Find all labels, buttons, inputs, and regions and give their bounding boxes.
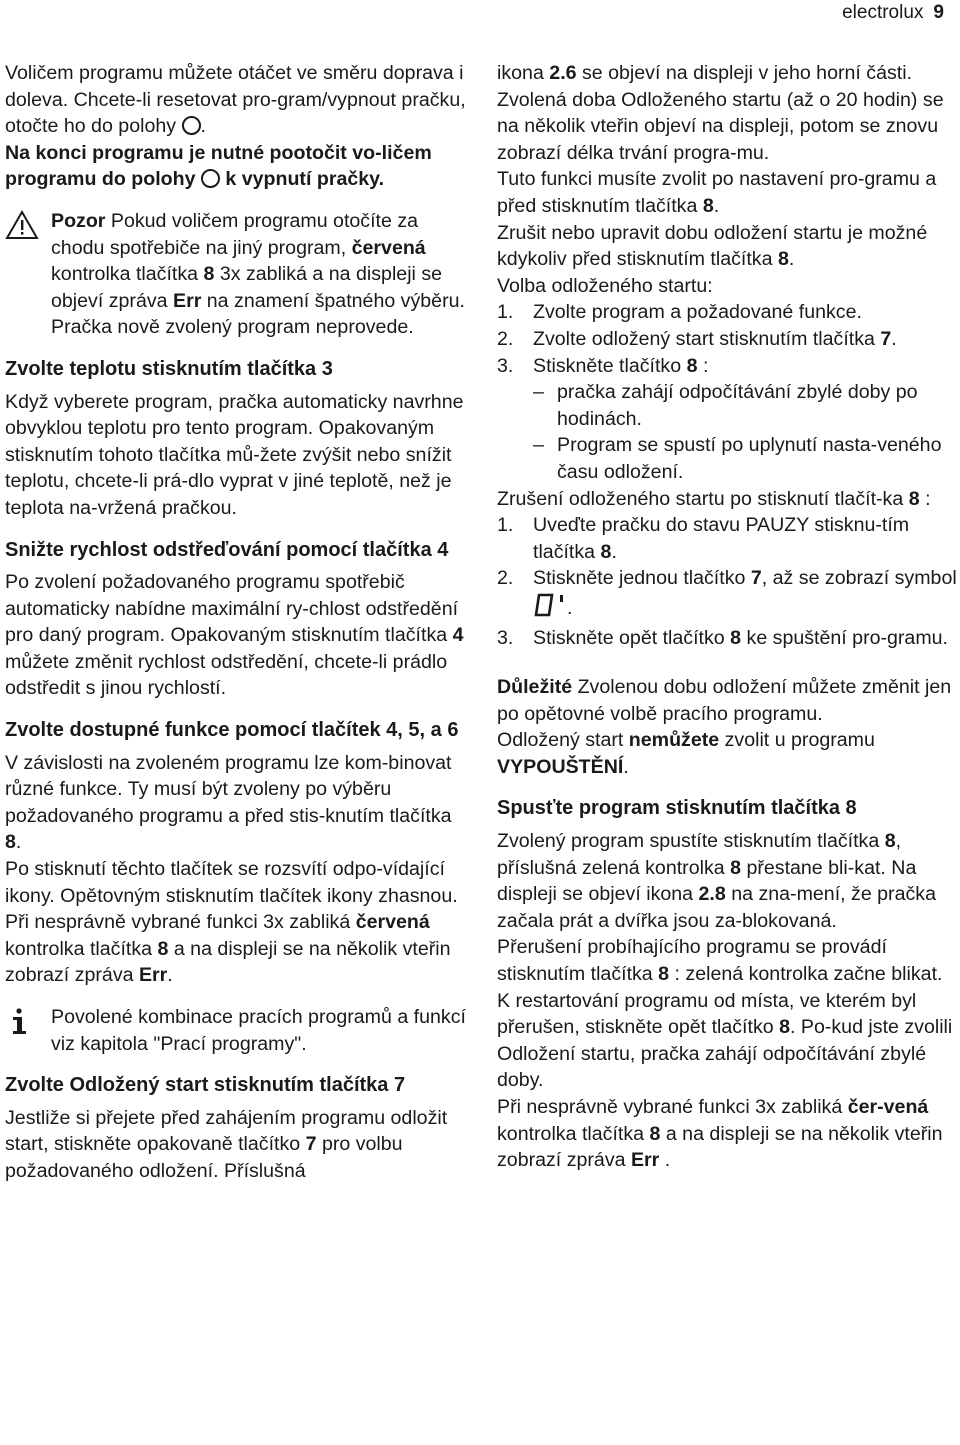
- heading-functions: Zvolte dostupné funkce pomocí tlačítek 4, 5, a 6: [5, 719, 459, 742]
- paragraph-delay: Jestliže si přejete před zahájením programu odložit start, stiskněte opakovaně tlačítko 7 pro volbu požadovaného odložení. Příslušná: [5, 1106, 448, 1182]
- off-position-icon: [182, 116, 201, 135]
- list-item: 1. Zvolte program a požadované funkce.: [497, 301, 862, 324]
- paragraph-reset: Voličem programu můžete otáčet ve směru doprava i doleva. Chcete-li resetovat pro-gram/vypnout pračku, otočte ho do polohy .: [5, 62, 466, 138]
- cancel-steps: [497, 512, 960, 652]
- paragraph-functions-2: Po stisknutí těchto tlačítek se rozsvítí odpo-vídající ikony. Opětovným stisknutím tlačítek ikony zhasnou. Při nesprávně vybrané funkci 3x zabliká červená kontrolka tlačítka 8 a na displeji se na několik vteřin zobrazí zpráva Err.: [5, 858, 458, 987]
- paragraph-spin: Po zvolení požadovaného programu spotřebič automaticky nabídne maximální ry-chlost odstředění pro daný program. Opakovaným stisknutím tlačítka 4 můžete změnit rychlost odstředění, chcete-li prádlo odstředit s jinou rychlostí.: [5, 571, 464, 700]
- list-item: 1. Uveďte pračku do stavu PAUZY stisknu-tím tlačítka 8.: [497, 514, 910, 563]
- brand-name: electrolux: [842, 2, 924, 23]
- info-icon: [5, 1006, 35, 1044]
- paragraph-delay-when: Tuto funkci musíte zvolit po nastavení pro-gramu a před stisknutím tlačítka 8.: [497, 168, 937, 217]
- paragraph-pause: Přerušení probíhajícího programu se provádí stisknutím tlačítka 8 : zelená kontrolka začne blikat.: [497, 936, 943, 985]
- list-item: – pračka zahájí odpočítávání zbylé doby po hodinách.: [533, 381, 918, 430]
- zero-display-icon: [533, 592, 567, 626]
- list-item: 2. Zvolte odložený start stisknutím tlačítka 7.: [497, 327, 897, 350]
- paragraph-restart: K restartování programu od místa, ve kterém byl přerušen, stiskněte opět tlačítko 8. Po-kud jste zvolili Odložení startu, pračka zahájí odpočítávání zbylé doby.: [497, 989, 953, 1092]
- list-item: 3. Stiskněte opět tlačítko 8 ke spuštění pro-gramu.: [497, 627, 948, 650]
- list-item: 2. Stiskněte jednou tlačítko 7, až se zobrazí symbol .: [497, 565, 960, 625]
- paragraph-important-2: Odložený start nemůžete zvolit u programu VYPOUŠTĚNÍ.: [497, 729, 875, 778]
- paragraph-delay-cancel: Zrušit nebo upravit dobu odložení startu je možné kdykoliv před stisknutím tlačítka 8.: [497, 221, 928, 271]
- page-number: 9: [933, 2, 944, 23]
- right-column: [497, 60, 960, 1174]
- delay-steps: [497, 299, 960, 485]
- info-note: Povolené kombinace pracích programů a funkcí viz kapitola "Prací programy".: [5, 1004, 467, 1057]
- off-position-icon: [201, 169, 220, 188]
- warning-icon: [5, 210, 39, 248]
- heading-delay: Zvolte Odložený start stisknutím tlačítka 7: [5, 1074, 406, 1097]
- paragraph-cancel-delay: Zrušení odloženého startu po stisknutí tlačít-ka 8 :: [497, 487, 931, 510]
- paragraph-delay-duration: Zvolená doba Odloženého startu (až o 20 hodin) se na několik vteřin objeví na displeji, potom se znovu zobrazí délka trvání progra-mu.: [497, 88, 944, 164]
- list-item: 3. Stiskněte tlačítko 8 : – pračka zahájí odpočítávání zbylé doby po hodinách. – Program se spustí po uplynutí nasta-veného času odložení.: [497, 353, 960, 486]
- paragraph-delay-icon: ikona 2.6 se objeví na displeji v jeho horní části.: [497, 62, 913, 84]
- list-item: – Program se spustí po uplynutí nasta-veného času odložení.: [533, 434, 942, 483]
- paragraph-wrong-function: Při nesprávně vybrané funkci 3x zabliká čer-vená kontrolka tlačítka 8 a na displeji se na několik vteřin zobrazí zpráva Err .: [497, 1095, 943, 1172]
- delay-substeps: [533, 379, 960, 485]
- left-column: [5, 60, 467, 1185]
- paragraph-temperature: Když vyberete program, pračka automaticky navrhne obvyklou teplotu pro tento program. Opakovaným stisknutím tohoto tlačítka mů-žete zvýšit nebo snížit teplotu, chcete-li prá-dlo vyprat v jiné teplotě, než je teplota na-vržená pračkou.: [5, 390, 464, 519]
- paragraph-delay-choice: Volba odloženého startu:: [497, 274, 713, 297]
- heading-temperature: Zvolte teplotu stisknutím tlačítka 3: [5, 357, 333, 380]
- heading-start: Spusťte program stisknutím tlačítka 8: [497, 797, 857, 820]
- warning-note: Pozor Pokud voličem programu otočíte za chodu spotřebiče na jiný program, červená kontrolka tlačítka 8 3x zabliká a na displeji se objeví zpráva Err na znamení špatného výběru. Pračka nově zvolený program neprovede.: [5, 208, 467, 341]
- heading-spin: Snižte rychlost odstřeďování pomocí tlačítka 4: [5, 538, 449, 561]
- paragraph-functions-1: V závislosti na zvoleném programu lze kom-binovat různé funkce. Ty musí být zvoleny po výběru požadovaného programu a před stis-knutím tlačítka 8.: [5, 751, 452, 854]
- page-header: [842, 2, 944, 24]
- paragraph-end-program: Na konci programu je nutné pootočit vo-ličem programu do polohy k vypnutí pračky.: [5, 141, 432, 191]
- paragraph-important: Důležité Zvolenou dobu odložení můžete změnit jen po opětovné volbě pracího programu.: [497, 676, 952, 725]
- paragraph-start: Zvolený program spustíte stisknutím tlačítka 8, příslušná zelená kontrolka 8 přestane bli-kat. Na displeji se objeví ikona 2.8 na zna-mení, že pračka začala prát a dvířka jsou za-blokovaná.: [497, 830, 936, 932]
